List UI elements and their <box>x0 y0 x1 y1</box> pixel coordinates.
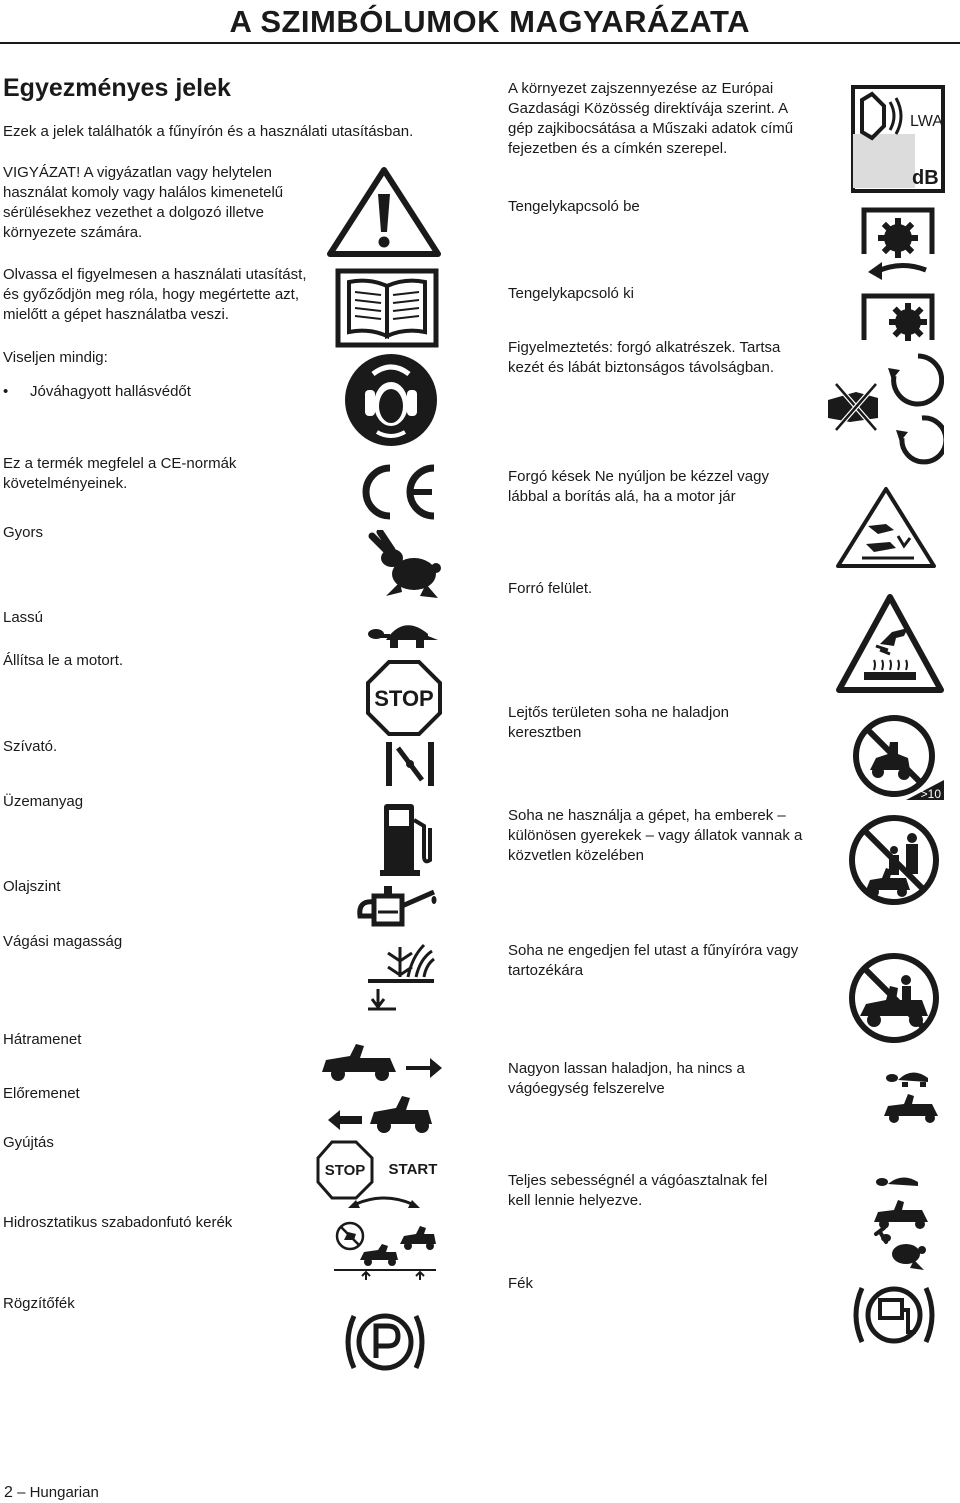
fuel-text: Üzemanyag <box>3 793 84 810</box>
slope-degrees-label: >10 <box>920 787 941 801</box>
slope-text: Lejtős területen soha ne haladjon keresztben <box>508 704 730 741</box>
warning-text: VIGYÁZAT! A vigyázatlan vagy helytelen használat komoly vagy halálos kimenetelű sérülésekhez vezethet a dolgozó illetve környezete számára. <box>3 164 284 241</box>
page-number: 2 <box>4 1484 13 1501</box>
brake-text: Fék <box>508 1275 534 1292</box>
no-passengers-icon <box>846 950 942 1046</box>
fast-text: Gyors <box>3 524 44 541</box>
hydrostatic-text: Hidrosztatikus szabadonfutó kerék <box>3 1214 233 1231</box>
oil-text: Olajszint <box>3 878 61 895</box>
section-title: Egyezményes jelek <box>3 74 231 102</box>
ce-mark-icon <box>350 462 440 522</box>
ignition-text: Gyújtás <box>3 1134 54 1151</box>
ce-text: Ez a termék megfelel a CE-normák követelményeinek. <box>3 455 237 492</box>
noise-level-icon <box>850 84 946 194</box>
page-title: A SZIMBÓLUMOK MAGYARÁZATA <box>229 4 750 39</box>
fuel-pump-icon <box>378 800 438 878</box>
pto-off-text: Tengelykapcsoló ki <box>508 285 634 302</box>
people-text: Soha ne használja a gépet, ha emberek – különösen gyerekek – vagy állatok vannak a közvetlen közelében <box>508 807 803 864</box>
rotating-parts-text: Figyelmeztetés: forgó alkatrészek. Tartsa kezét és lábát biztonságos távolságban. <box>508 339 781 376</box>
ignition-switch-icon <box>316 1140 446 1214</box>
choke-icon <box>384 740 436 788</box>
blades-text: Forgó kések Ne nyúljon be kézzel vagy lábbal a borítás alá, ha a motor jár <box>508 468 769 505</box>
read-manual-text: Olvassa el figyelmesen a használati utasítást, és győződjön meg róla, hogy megértette azt, mielőtt a gépet használatba veszi. <box>3 266 307 323</box>
brake-pedal-icon <box>846 1278 942 1352</box>
slope-prohibition-icon <box>848 712 944 802</box>
rabbit-fast-icon <box>366 530 442 602</box>
slow-text: Lassú <box>3 609 44 626</box>
footer-language: Hungarian <box>29 1484 99 1501</box>
parking-brake-icon <box>340 1304 430 1380</box>
no-people-nearby-icon <box>846 812 942 908</box>
ignition-start-label: START <box>388 1161 438 1178</box>
hot-surface-text: Forró felület. <box>508 580 593 597</box>
choke-text: Szívató. <box>3 738 58 755</box>
db-label: dB <box>912 167 939 189</box>
slow-without-cutter-icon <box>880 1066 944 1124</box>
full-speed-cutter-up-icon <box>866 1172 942 1272</box>
hot-surface-warning-icon <box>836 594 944 694</box>
pto-off-icon <box>848 290 940 342</box>
ignition-stop-label: STOP <box>324 1162 366 1179</box>
hearing-bullet: • <box>3 383 9 400</box>
reverse-text: Hátramenet <box>3 1031 82 1048</box>
cut-height-text: Vágási magasság <box>3 933 123 950</box>
freewheel-icon <box>330 1220 440 1282</box>
oil-can-icon <box>354 882 438 930</box>
no-cutter-text: Nagyon lassan haladjon, ha nincs a vágóegység felszerelve <box>508 1060 745 1097</box>
hearing-protection-text: Jóváhagyott hallásvédőt <box>30 383 191 400</box>
stop-sign-icon <box>366 660 442 736</box>
parking-brake-text: Rögzítőfék <box>3 1295 75 1312</box>
warning-triangle-icon <box>326 166 442 258</box>
intro-text: Ezek a jelek találhatók a fűnyírón és a használati utasításban. <box>3 123 414 140</box>
noise-text: A környezet zajszennyezése az Európai Gazdasági Közösség direktívája szerint. A gép zajkibocsátása a Műszaki adatok című fejezetben és a címkén szerepel. <box>508 80 794 157</box>
forward-mower-icon <box>326 1088 436 1134</box>
manual-book-icon <box>335 268 439 348</box>
hearing-protection-icon <box>343 352 439 448</box>
stop-sign-label: STOP <box>374 686 434 711</box>
full-speed-text: Teljes sebességnél a vágóasztalnak fel kell lennie helyezve. <box>508 1172 768 1209</box>
pto-on-text: Tengelykapcsoló be <box>508 198 640 215</box>
passengers-text: Soha ne engedjen fel utast a fűnyíróra vagy tartozékára <box>508 942 799 979</box>
rotating-blades-warning-icon <box>834 486 938 570</box>
turtle-slow-icon <box>366 614 442 650</box>
reverse-mower-icon <box>316 1036 444 1082</box>
pto-on-icon <box>848 204 940 284</box>
rotating-parts-icon <box>826 348 944 466</box>
always-wear-text: Viseljen mindig: <box>3 349 108 366</box>
footer-dash: – <box>17 1484 26 1501</box>
page-footer <box>4 1484 99 1502</box>
lwa-label: LWA <box>910 113 943 130</box>
stop-engine-text: Állítsa le a motort. <box>3 652 124 669</box>
forward-text: Előremenet <box>3 1085 80 1102</box>
cutting-height-icon <box>366 937 436 1011</box>
title-divider <box>0 42 960 44</box>
